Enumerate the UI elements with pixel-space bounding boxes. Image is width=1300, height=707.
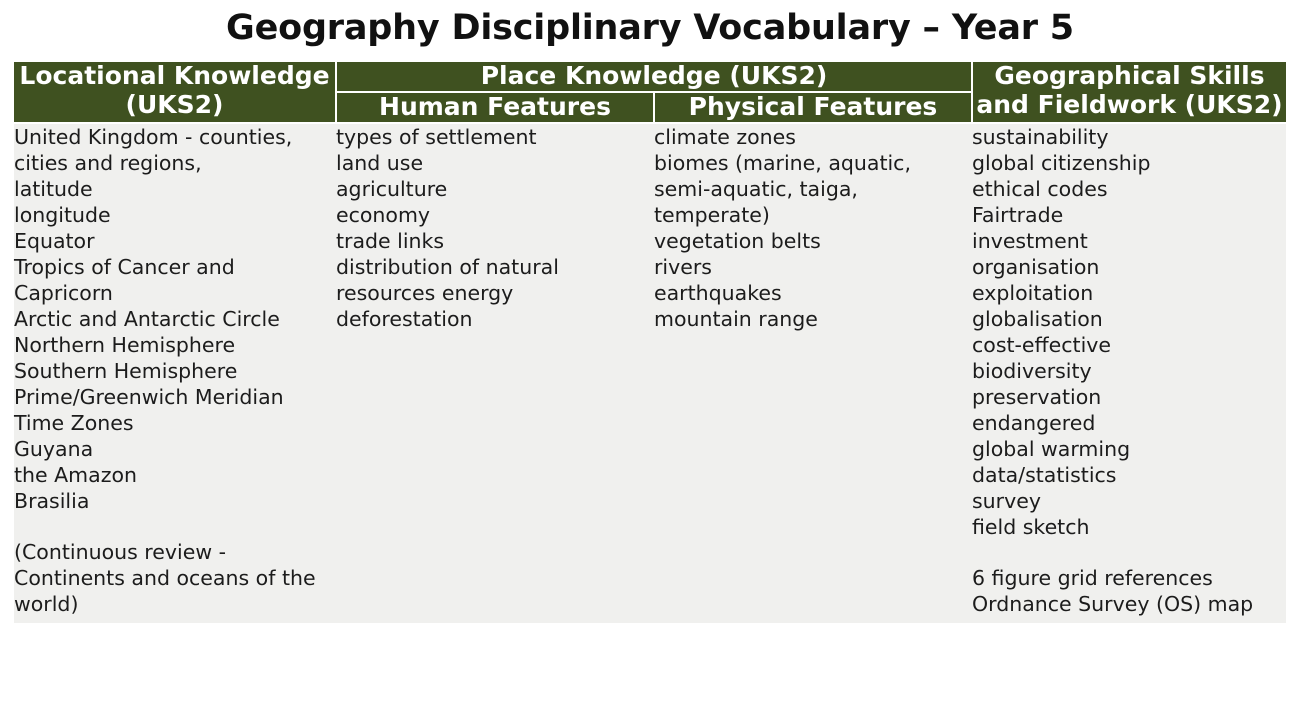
vocab-term: Northern Hemisphere xyxy=(14,332,236,357)
table-body-row xyxy=(14,123,1286,623)
vocab-term: types of settlement xyxy=(336,124,537,149)
vocab-term: Ordnance Survey (OS) map xyxy=(972,592,1254,617)
table-header-row-1 xyxy=(14,62,1286,92)
cell-locational-knowledge xyxy=(14,123,336,623)
vocab-term: field sketch xyxy=(972,514,1090,539)
vocab-term: endangered xyxy=(972,410,1096,435)
vocab-term: exploitation xyxy=(972,280,1094,305)
vocabulary-table xyxy=(14,62,1286,623)
vocab-term: global citizenship xyxy=(972,150,1151,175)
vocab-term: rivers xyxy=(654,254,712,279)
vocab-term: latitude xyxy=(14,176,93,201)
vocab-term: global warming xyxy=(972,436,1131,461)
vocab-term: data/statistics xyxy=(972,462,1117,487)
spacer xyxy=(972,540,1286,565)
cell-human-features xyxy=(336,123,654,623)
vocab-term: longitude xyxy=(14,202,111,227)
vocab-term: Arctic and Antarctic Circle xyxy=(14,306,280,331)
vocab-term: 6 figure grid references xyxy=(972,566,1213,590)
vocab-term: the Amazon xyxy=(14,462,138,487)
vocab-term: land use xyxy=(336,150,424,175)
spacer xyxy=(14,514,336,539)
vocab-term: globalisation xyxy=(972,306,1103,331)
vocab-term: distribution of natural resources energy xyxy=(336,254,559,305)
vocab-term: Brasilia xyxy=(14,488,90,513)
vocab-term: Tropics of Cancer and Capricorn xyxy=(14,254,235,305)
vocab-term: ethical codes xyxy=(972,176,1108,201)
vocab-term: organisation xyxy=(972,254,1100,279)
vocab-term: vegetation belts xyxy=(654,228,821,253)
vocab-term: biodiversity xyxy=(972,358,1092,383)
vocab-term: biomes (marine, aquatic, semi-aquatic, taiga, temperate) xyxy=(654,150,911,227)
vocab-term: Equator xyxy=(14,228,95,253)
vocab-term: economy xyxy=(336,202,431,227)
header-geographical-skills: Geographical Skills and Fieldwork (UKS2) xyxy=(972,62,1286,123)
vocab-term: Southern Hemisphere xyxy=(14,358,238,383)
vocab-term: agriculture xyxy=(336,176,448,201)
vocab-term: climate zones xyxy=(654,124,796,149)
vocab-term: Prime/Greenwich Meridian xyxy=(14,384,284,409)
vocab-term: survey xyxy=(972,488,1041,513)
vocab-term: preservation xyxy=(972,384,1102,409)
vocab-term: Fairtrade xyxy=(972,202,1064,227)
vocab-term: Guyana xyxy=(14,436,94,461)
page-title: Geography Disciplinary Vocabulary – Year 5 xyxy=(226,8,1074,48)
vocab-term: trade links xyxy=(336,228,445,253)
vocab-term: Time Zones xyxy=(14,410,134,435)
header-locational-knowledge: Locational Knowledge (UKS2) xyxy=(14,62,336,123)
vocab-term: earthquakes xyxy=(654,280,782,305)
vocab-term: mountain range xyxy=(654,306,818,331)
vocab-term: deforestation xyxy=(336,306,473,331)
cell-geographical-skills xyxy=(972,123,1286,623)
header-human-features: Human Features xyxy=(336,92,654,123)
vocab-term: investment xyxy=(972,228,1088,253)
header-physical-features: Physical Features xyxy=(654,92,972,123)
header-place-knowledge: Place Knowledge (UKS2) xyxy=(336,62,972,92)
cell-physical-features xyxy=(654,123,972,623)
vocab-term: sustainability xyxy=(972,124,1109,149)
vocab-term: cost-effective xyxy=(972,332,1112,357)
vocab-term: (Continuous review - Continents and oceans of the world) xyxy=(14,539,316,617)
vocab-term: United Kingdom - counties, cities and regions, xyxy=(14,124,293,175)
